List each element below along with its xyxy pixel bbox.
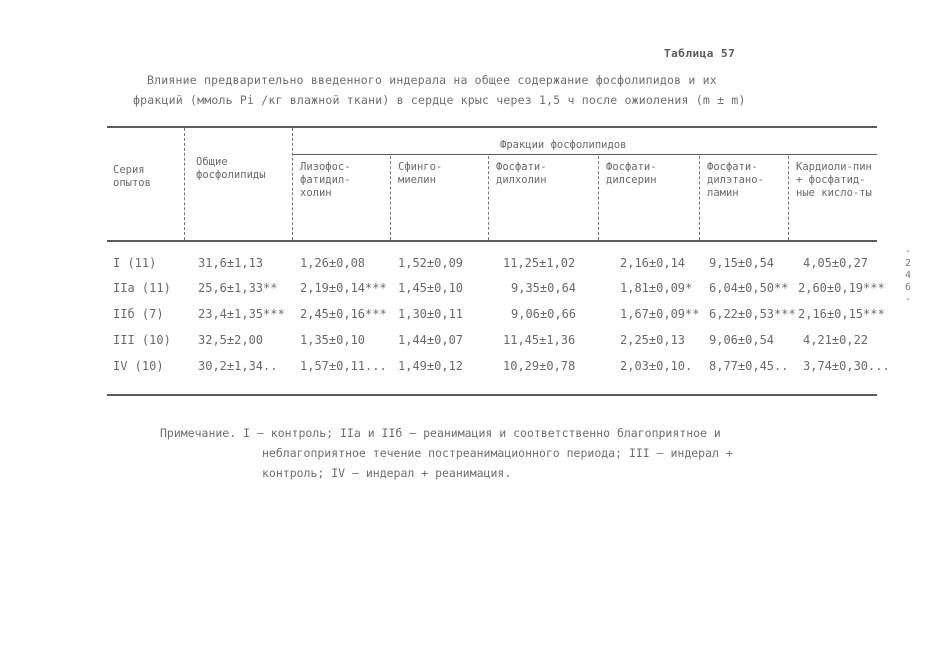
header-total: Общие фосфолипиды [196, 156, 266, 181]
row-series: I (11) [113, 256, 157, 270]
row-phosphatidylserine: 2,25±0,13 [620, 333, 686, 347]
row-lysophosphatidylcholine: 1,57±0,11... [300, 359, 387, 373]
row-phosphatidylethanolamine: 6,22±0,53*** [709, 307, 796, 321]
header-fraction-sphingomyelin: Сфинго-миелин [398, 161, 443, 186]
header-fraction-phosphatidylcholine: Фосфати-дилхолин [496, 161, 547, 186]
row-phosphatidylserine: 2,16±0,14 [620, 256, 686, 270]
row-sphingomyelin: 1,49±0,12 [398, 359, 464, 373]
header-separator [788, 156, 789, 240]
row-total: 25,6±1,33** [198, 281, 278, 295]
row-sphingomyelin: 1,52±0,09 [398, 256, 464, 270]
header-separator [488, 156, 489, 240]
header-fraction-phosphatidylethanolamine: Фосфати-дилэтано-ламин [707, 161, 764, 199]
row-phosphatidylserine: 1,81±0,09* [620, 281, 693, 295]
table-top-rule [107, 126, 877, 128]
row-cardiolipin: 4,21±0,22 [803, 333, 869, 347]
table-bottom-rule [107, 394, 877, 396]
table-note-line-3: контроль; IV – индерал + реанимация. [262, 466, 512, 480]
row-sphingomyelin: 1,45±0,10 [398, 281, 464, 295]
row-phosphatidylserine: 1,67±0,09** [620, 307, 700, 321]
row-cardiolipin: 2,60±0,19*** [798, 281, 885, 295]
row-sphingomyelin: 1,44±0,07 [398, 333, 464, 347]
row-phosphatidylethanolamine: 6,04±0,50** [709, 281, 789, 295]
row-lysophosphatidylcholine: 2,45±0,16*** [300, 307, 387, 321]
row-total: 32,5±2,00 [198, 333, 264, 347]
row-total: 30,2±1,34.. [198, 359, 278, 373]
table-number: Таблица 57 [664, 47, 736, 60]
row-series: IIа (11) [113, 281, 171, 295]
table-caption-line-2: фракций (ммоль Pi /кг влажной ткани) в сердце крыс через 1,5 ч после ожиоления (m ± m) [133, 93, 746, 107]
row-phosphatidylcholine: 11,45±1,36 [503, 333, 576, 347]
row-phosphatidylethanolamine: 9,06±0,54 [709, 333, 775, 347]
row-lysophosphatidylcholine: 2,19±0,14*** [300, 281, 387, 295]
fractions-title-rule [292, 154, 877, 155]
header-bottom-rule [107, 240, 877, 242]
header-separator [184, 128, 185, 240]
header-separator [699, 156, 700, 240]
row-phosphatidylcholine: 11,25±1,02 [503, 256, 576, 270]
header-separator [598, 156, 599, 240]
row-phosphatidylethanolamine: 8,77±0,45.. [709, 359, 789, 373]
row-total: 31,6±1,13 [198, 256, 264, 270]
row-sphingomyelin: 1,30±0,11 [398, 307, 464, 321]
row-phosphatidylserine: 2,03±0,10. [620, 359, 693, 373]
table-caption-line-1: Влияние предварительно введенного индерала на общее содержание фосфолипидов и их [147, 73, 717, 87]
row-cardiolipin: 3,74±0,30... [803, 359, 890, 373]
header-series: Серия опытов [113, 164, 151, 189]
header-fraction-lysophosphatidylcholine: Лизофос-фатидил-холин [300, 161, 351, 199]
row-series: IV (10) [113, 359, 164, 373]
header-fractions-title: Фракции фосфолипидов [500, 139, 627, 151]
header-separator [390, 156, 391, 240]
row-lysophosphatidylcholine: 1,26±0,08 [300, 256, 366, 270]
row-phosphatidylcholine: 9,35±0,64 [511, 281, 577, 295]
table-note-line-1: Примечание. I – контроль; IIа и IIб – реанимация и соответственно благоприятное и [160, 426, 721, 440]
row-series: III (10) [113, 333, 171, 347]
row-cardiolipin: 4,05±0,27 [803, 256, 869, 270]
row-phosphatidylcholine: 10,29±0,78 [503, 359, 576, 373]
row-cardiolipin: 2,16±0,15*** [798, 307, 885, 321]
row-phosphatidylcholine: 9,06±0,66 [511, 307, 577, 321]
table-note-line-2: неблагоприятное течение постреанимационного периода; III – индерал + [262, 446, 733, 460]
header-separator [292, 128, 293, 240]
row-phosphatidylethanolamine: 9,15±0,54 [709, 256, 775, 270]
header-fraction-phosphatidylserine: Фосфати-дилсерин [606, 161, 657, 186]
row-total: 23,4±1,35*** [198, 307, 285, 321]
page-number-mark: - 246 - [904, 246, 912, 305]
header-fraction-cardiolipin: Кардиоли-пин + фосфатид-ные кисло-ты [796, 161, 872, 199]
row-series: IIб (7) [113, 307, 164, 321]
row-lysophosphatidylcholine: 1,35±0,10 [300, 333, 366, 347]
